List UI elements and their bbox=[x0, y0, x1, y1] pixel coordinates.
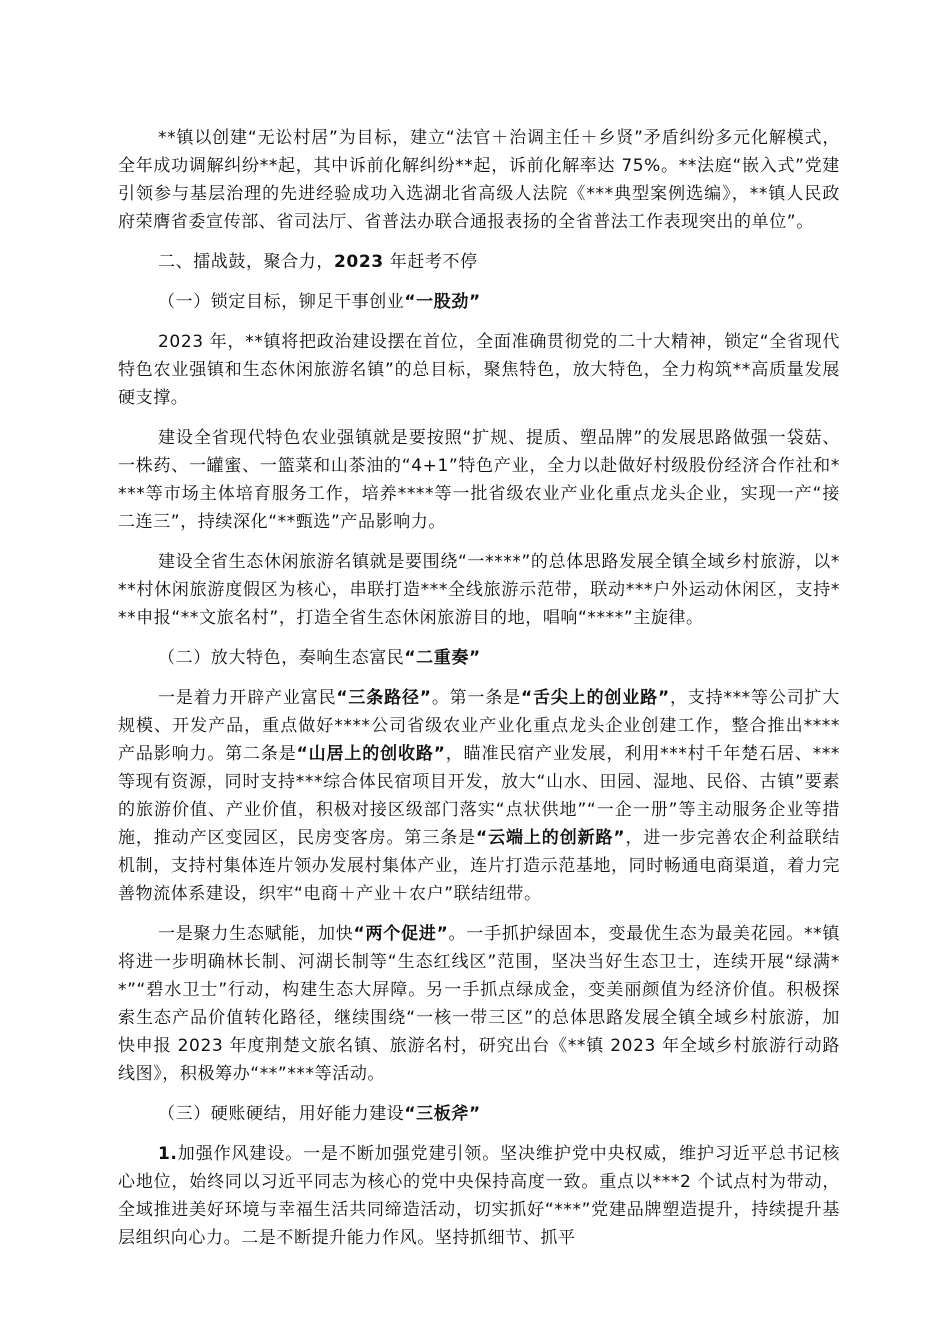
document-body bbox=[118, 124, 840, 1252]
paragraph-2023-goal: 2023 年，**镇将把政治建设摆在首位，全面准确贯彻党的二十大精神，锁定“全省现代特色农业强镇和生态休闲旅游名镇”的总目标，聚焦特色，放大特色，全力构筑**高质量发展硬支撑。 bbox=[118, 332, 840, 408]
subheading-capacity-quote: “三板斧” bbox=[404, 1104, 481, 1124]
bold-run: “舌尖上的创业路” bbox=[521, 688, 670, 708]
list-number: 1. bbox=[158, 1144, 178, 1164]
subheading-features-text: （二）放大特色，奏响生态富民 bbox=[158, 648, 405, 668]
subheading-capacity bbox=[118, 1100, 840, 1128]
subheading-capacity-text: （三）硬账硬结，用好能力建设 bbox=[158, 1104, 405, 1124]
subheading-features-quote: “二重奏” bbox=[404, 648, 481, 668]
bold-run: “云端上的创新路” bbox=[476, 828, 626, 848]
section-heading-year: 2023 bbox=[334, 252, 384, 272]
text-run: 一是着力开辟产业富民 bbox=[158, 688, 337, 708]
subheading-goal-text: （一）锁定目标，铆足干事创业 bbox=[158, 292, 405, 312]
section-heading-text: 二、擂战鼓，聚合力， bbox=[158, 252, 334, 272]
subheading-features bbox=[118, 644, 840, 672]
paragraph-work-style bbox=[118, 1140, 840, 1252]
bold-run: “三条路径” bbox=[336, 688, 432, 708]
text-run: ，进一步完善农企利益联结机制，支持村集体连片领办发展村集体产业，连片打造示范基地，同时畅通电商渠道，着力完善物流体系建设，织牢“电商＋产业＋农户”联结纽带。 bbox=[118, 828, 841, 904]
paragraph-agriculture: 建设全省现代特色农业强镇就是要按照“扩规、提质、塑品牌”的发展思路做强一袋菇、一株药、一罐蜜、一篮菜和山茶油的“4+1”特色产业，全力以赴做好村级股份经济合作社和****等市场主体培育服务工作，培养****等一批省级农业产业化重点龙头企业，实现一产“接二连三”，持续深化“**甄选”产品影响力。 bbox=[118, 428, 840, 532]
paragraph-mediation: **镇以创建“无讼村居”为目标，建立“法官＋治调主任＋乡贤”矛盾纠纷多元化解模式，全年成功调解纠纷**起，其中诉前化解纠纷**起，诉前化解率达 75%。**法庭“嵌入式”党建引领参与基层治理的先进经验成功入选湖北省高级人法院《***典型案例选编》，**镇人民政府荣膺省委宣传部、省司法厅、省普法办联合通报表扬的全省普法工作表现突出的单位”。 bbox=[118, 128, 840, 232]
text-run: ，支持***等公司扩大规模、开发产品，重点做好****公司省级农业产业化重点龙头企业创建工作，整合推出****产品影响力。第二条是 bbox=[118, 688, 840, 764]
text-run: ，瞄准民宿产业发展，利用***村千年楚石居、***等现有资源，同时支持***综合体民宿项目开发，放大“山水、田园、湿地、民俗、古镇”要素的旅游价值、产业价值，积极对接区级部门落实“点状供地”“一企一册”等主动服务企业等措施，推动产区变园区，民房变客房。第三条是 bbox=[118, 744, 841, 848]
text-run: 一是聚力生态赋能，加快 bbox=[158, 924, 354, 944]
subheading-goal bbox=[118, 288, 840, 316]
paragraph-tourism: 建设全省生态休闲旅游名镇就是要围绕“一****”的总体思路发展全镇全域乡村旅游，以***村休闲旅游度假区为核心，串联打造***全线旅游示范带，联动***户外运动休闲区，支持***申报“**文旅名村”，打造全省生态休闲旅游目的地，唱响“****”主旋律。 bbox=[118, 552, 840, 628]
section-heading-2023 bbox=[118, 248, 840, 276]
text-run: 。第一条是 bbox=[431, 688, 522, 708]
text-run: 加强作风建设。一是不断加强党建引领。坚决维护党中央权威，维护习近平总书记核心地位，始终同以习近平同志为核心的党中央保持高度一致。重点以***2 个试点村为带动，全域推进美好环境与幸福生活共同缔造活动，切实抓好“***”党建品牌塑造提升，持续提升基层组织向心力。二是不断提升能力作风。坚持抓细节、抓平 bbox=[118, 1144, 840, 1248]
text-run: 。一手抓护绿固本，变最优生态为最美花园。**镇将进一步明确林长制、河湖长制等“生态红线区”范围，坚决当好生态卫士，连续开展“绿满**”“碧水卫士”行动，构建生态大屏障。另一手抓点绿成金，变美丽颜值为经济价值。积极探索生态产品价值转化路径，继续围绕“一核一带三区”的总体思路发展全镇全域乡村旅游，加快申报 2023 年度荆楚文旅名镇、旅游名村，研究出台《**镇 2023 年全域乡村旅游行动路线图》，积极筹办“**”***等活动。 bbox=[118, 924, 840, 1084]
paragraph-three-paths bbox=[118, 684, 840, 908]
section-heading-tail: 年赶考不停 bbox=[383, 252, 478, 272]
bold-run: “两个促进” bbox=[353, 924, 449, 944]
subheading-goal-quote: “一股劲” bbox=[404, 292, 481, 312]
bold-run: “山居上的创收路” bbox=[296, 744, 446, 764]
paragraph-ecology bbox=[118, 920, 840, 1088]
